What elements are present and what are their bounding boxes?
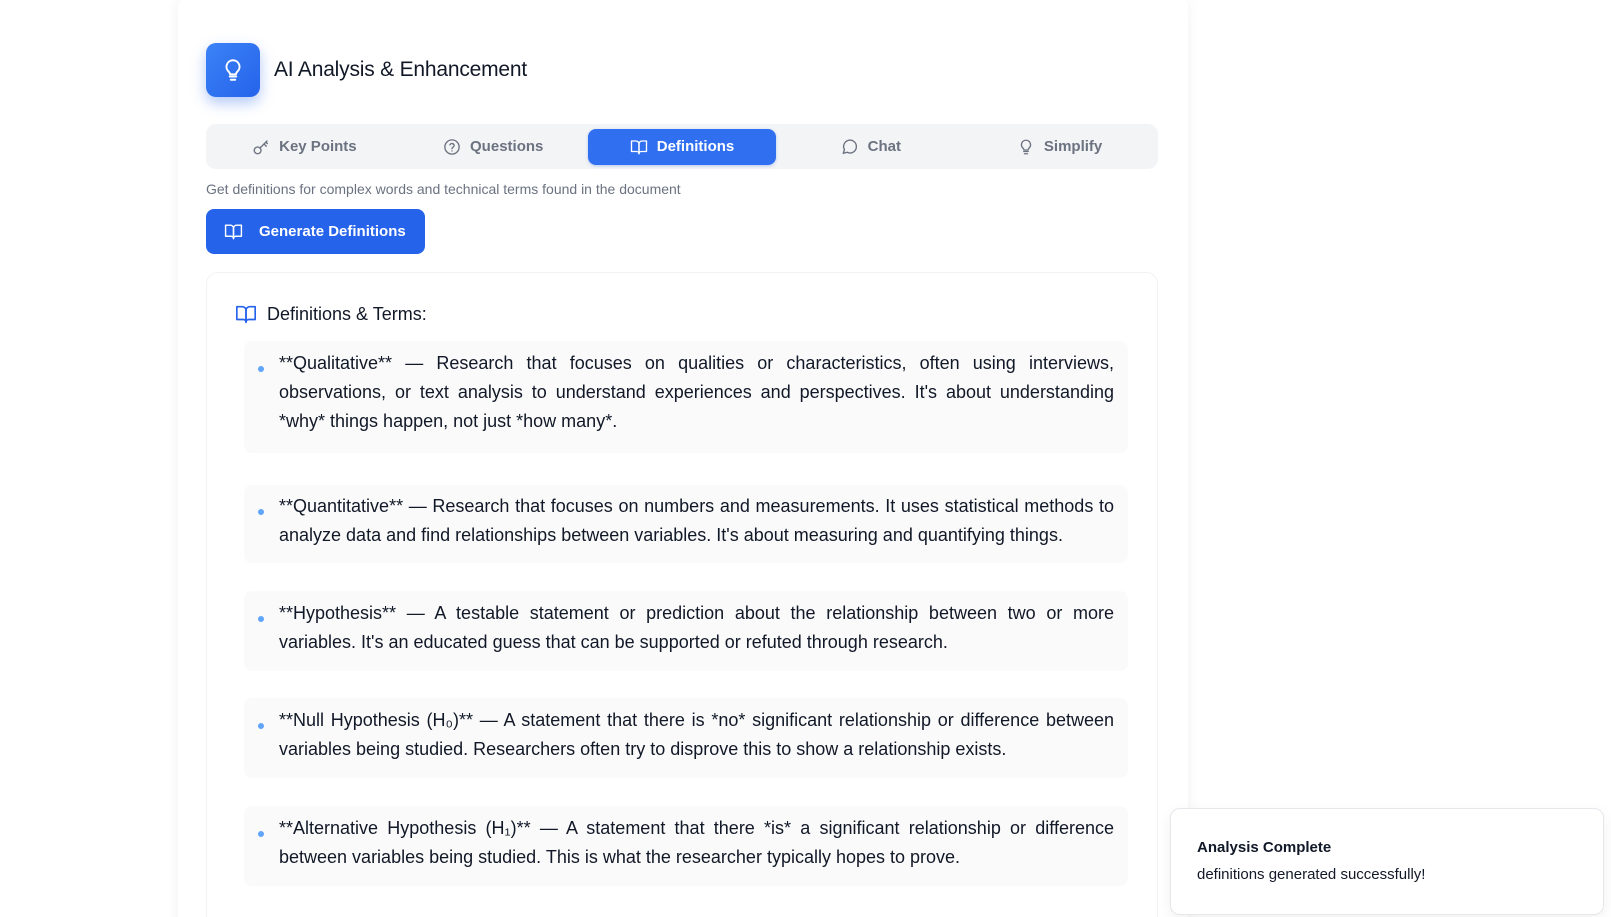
- help-circle-icon: [443, 138, 461, 156]
- generate-button-label: Generate Definitions: [259, 223, 406, 240]
- tab-label: Simplify: [1043, 138, 1103, 155]
- generate-definitions-button[interactable]: [206, 209, 425, 254]
- definition-item: [244, 485, 1128, 563]
- tab-bar: [206, 124, 1158, 169]
- bullet-dot: [258, 723, 264, 729]
- bullet-dot: [258, 831, 264, 837]
- definition-text: **Alternative Hypothesis (H₁)** — A statement that there *is* a significant relationship or difference between variables being studied. This is what the researcher typically hopes to prove.: [279, 818, 1114, 867]
- definition-text: **Qualitative** — Research that focuses on qualities or characteristics, often using interviews, observations, or text analysis to understand experiences and perspectives. It's about understanding *why* things happen, not just *how many*.: [279, 353, 1114, 431]
- results-header: [235, 303, 427, 325]
- key-icon: [252, 138, 270, 156]
- tab-label: Key Points: [279, 138, 357, 155]
- definition-item: [244, 341, 1128, 453]
- bullet-dot: [258, 509, 264, 515]
- page-title: AI Analysis & Enhancement: [274, 58, 527, 81]
- book-open-icon: [224, 222, 243, 241]
- definitions-results: [206, 272, 1158, 917]
- bullet-dot: [258, 616, 264, 622]
- tab-simplify[interactable]: [965, 129, 1154, 165]
- book-open-icon: [235, 303, 257, 325]
- logo-badge: [206, 43, 260, 97]
- message-circle-icon: [841, 138, 859, 156]
- analysis-panel: [178, 0, 1188, 917]
- definition-item: [244, 806, 1128, 886]
- definition-text: **Hypothesis** — A testable statement or prediction about the relationship between two or more variables. It's an educated guess that can be supported or refuted through research.: [279, 603, 1114, 652]
- lightbulb-icon: [220, 57, 246, 83]
- toast-notification[interactable]: [1170, 808, 1604, 915]
- results-title: Definitions & Terms:: [267, 303, 427, 324]
- panel-header: [206, 43, 527, 97]
- definition-item: [244, 591, 1128, 671]
- tab-chat[interactable]: [776, 129, 965, 165]
- tab-description: Get definitions for complex words and technical terms found in the document: [206, 181, 681, 197]
- book-open-icon: [630, 138, 648, 156]
- definition-item: [244, 698, 1128, 778]
- lightbulb-icon: [1017, 138, 1035, 156]
- toast-message: definitions generated successfully!: [1197, 866, 1426, 883]
- tab-key-points[interactable]: [210, 129, 399, 165]
- tab-questions[interactable]: [399, 129, 588, 165]
- tab-label: Definitions: [656, 138, 735, 155]
- toast-title: Analysis Complete: [1197, 839, 1332, 856]
- definition-text: **Null Hypothesis (H₀)** — A statement that there is *no* significant relationship or difference between variables being studied. Researchers often try to disprove this to show a relationship exists.: [279, 710, 1114, 759]
- bullet-dot: [258, 366, 264, 372]
- definition-text: **Quantitative** — Research that focuses on numbers and measurements. It uses statistical methods to analyze data and find relationships between variables. It's about measuring and quantifying things.: [279, 496, 1114, 545]
- tab-label: Chat: [867, 138, 901, 155]
- tab-label: Questions: [470, 138, 544, 155]
- tab-definitions[interactable]: [588, 129, 777, 165]
